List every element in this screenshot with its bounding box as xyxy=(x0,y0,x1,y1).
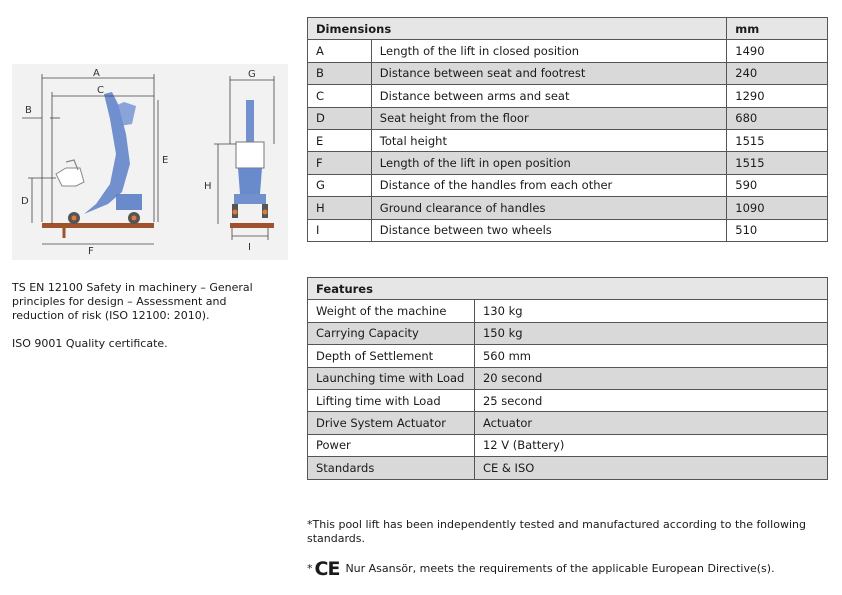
dim-label: Distance between seat and footrest xyxy=(371,62,726,84)
ce-note-text: Nur Asansör, meets the requirements of the applicable European Directive(s). xyxy=(345,562,775,575)
dim-label: Distance of the handles from each other xyxy=(371,174,726,196)
floor-plate-front xyxy=(230,223,274,228)
ce-mark-icon: CE xyxy=(314,558,340,580)
table-row xyxy=(308,62,828,84)
lift-dimension-drawing xyxy=(12,64,288,260)
dim-value: 240 xyxy=(727,62,828,84)
table-row xyxy=(308,40,828,62)
dim-label: Length of the lift in open position xyxy=(371,152,726,174)
features-table xyxy=(307,277,828,480)
lift-mast-front xyxy=(246,100,254,144)
dim-label-a: A xyxy=(93,68,100,79)
table-row xyxy=(308,85,828,107)
side-and-front-view xyxy=(12,64,288,260)
standard-iso-9001: ISO 9001 Quality certificate. xyxy=(12,337,168,350)
table-row xyxy=(308,367,828,389)
feature-label: Carrying Capacity xyxy=(308,322,475,344)
dim-label: Total height xyxy=(371,129,726,151)
dim-key: A xyxy=(308,40,372,62)
feature-value: CE & ISO xyxy=(474,457,827,479)
feature-label: Power xyxy=(308,434,475,456)
feature-label: Launching time with Load xyxy=(308,367,475,389)
seat-front xyxy=(236,142,264,168)
standard-ts-en-12100: TS EN 12100 Safety in machinery – General principles for design – Assessment and reduction of risk (ISO 12100: 2010). xyxy=(12,281,253,322)
dim-label: Length of the lift in closed position xyxy=(371,40,726,62)
table-row xyxy=(308,300,828,322)
table-row xyxy=(308,389,828,411)
dim-key: B xyxy=(308,62,372,84)
asterisk: * xyxy=(307,562,313,575)
seat-side xyxy=(56,168,84,186)
ce-note xyxy=(307,558,775,580)
dimensions-header-row xyxy=(308,18,828,40)
test-note: *This pool lift has been independently tested and manufactured according to the following standards. xyxy=(307,518,806,545)
dim-value: 590 xyxy=(727,174,828,196)
dim-label: Ground clearance of handles xyxy=(371,197,726,219)
table-row xyxy=(308,434,828,456)
dim-key: I xyxy=(308,219,372,241)
dim-key: E xyxy=(308,129,372,151)
dim-label: Seat height from the floor xyxy=(371,107,726,129)
features-header: Features xyxy=(308,278,828,300)
feature-label: Lifting time with Load xyxy=(308,389,475,411)
table-row xyxy=(308,345,828,367)
feature-label: Standards xyxy=(308,457,475,479)
dim-key: H xyxy=(308,197,372,219)
dim-key: C xyxy=(308,85,372,107)
table-row xyxy=(308,322,828,344)
feature-value: Actuator xyxy=(474,412,827,434)
features-header-row xyxy=(308,278,828,300)
table-row xyxy=(308,457,828,479)
feature-label: Drive System Actuator xyxy=(308,412,475,434)
dim-key: F xyxy=(308,152,372,174)
table-row xyxy=(308,412,828,434)
dim-label: Distance between two wheels xyxy=(371,219,726,241)
table-row xyxy=(308,129,828,151)
dim-label-h: H xyxy=(204,181,212,192)
dim-value: 1515 xyxy=(727,129,828,151)
dim-value: 680 xyxy=(727,107,828,129)
dim-key: G xyxy=(308,174,372,196)
feature-value: 25 second xyxy=(474,389,827,411)
feature-value: 130 kg xyxy=(474,300,827,322)
dim-label-d: D xyxy=(21,196,29,207)
dim-label-c: C xyxy=(97,85,104,96)
table-row xyxy=(308,107,828,129)
table-row xyxy=(308,152,828,174)
dim-value: 1515 xyxy=(727,152,828,174)
table-row xyxy=(308,219,828,241)
dim-value: 1290 xyxy=(727,85,828,107)
dim-key: D xyxy=(308,107,372,129)
feature-value: 560 mm xyxy=(474,345,827,367)
feature-label: Depth of Settlement xyxy=(308,345,475,367)
dim-label-f: F xyxy=(88,246,94,257)
dim-label: Distance between arms and seat xyxy=(371,85,726,107)
dim-value: 510 xyxy=(727,219,828,241)
dim-label-e: E xyxy=(162,155,169,166)
feature-value: 20 second xyxy=(474,367,827,389)
dim-label-b: B xyxy=(25,105,32,116)
dim-label-i: I xyxy=(248,242,251,253)
standards-text xyxy=(12,281,282,365)
table-row xyxy=(308,174,828,196)
feature-label: Weight of the machine xyxy=(308,300,475,322)
feature-value: 12 V (Battery) xyxy=(474,434,827,456)
floor-plate-side xyxy=(42,223,154,228)
dimensions-table xyxy=(307,17,828,242)
table-row xyxy=(308,197,828,219)
dim-value: 1090 xyxy=(727,197,828,219)
dimensions-header: Dimensions xyxy=(308,18,727,40)
feature-value: 150 kg xyxy=(474,322,827,344)
dim-label-g: G xyxy=(248,69,256,80)
dim-value: 1490 xyxy=(727,40,828,62)
unit-header: mm xyxy=(727,18,828,40)
